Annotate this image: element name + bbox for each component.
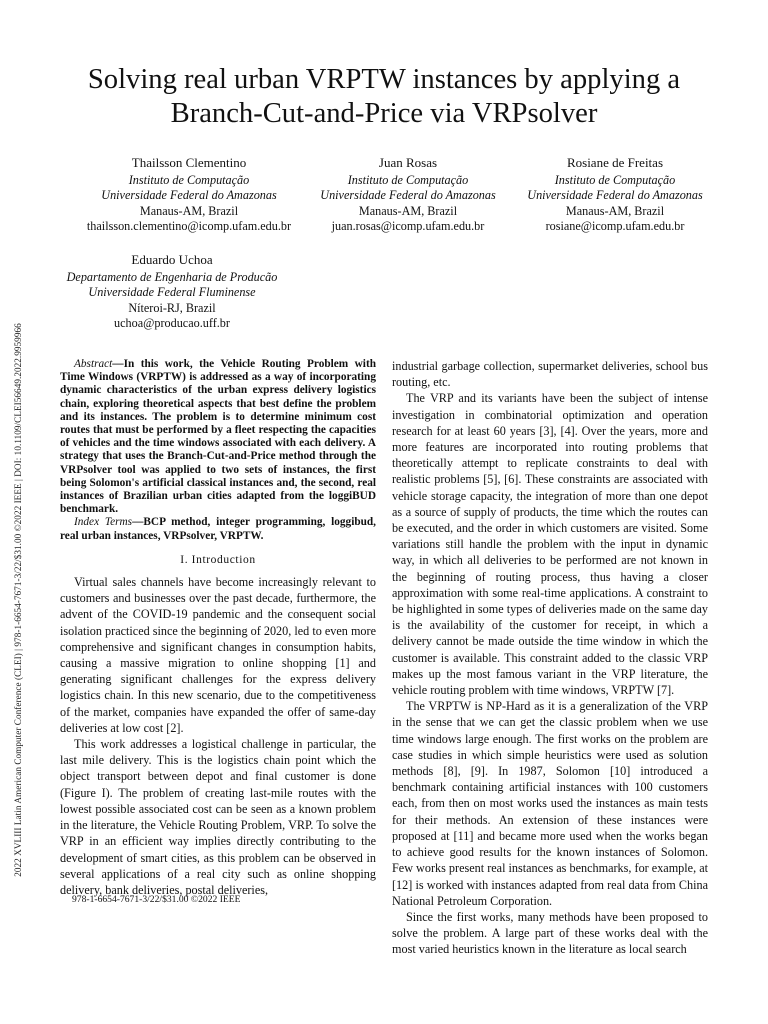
paragraph: industrial garbage collection, supermarket deliveries, school bus routing, etc. — [392, 359, 708, 390]
author-email: uchoa@producao.uff.br — [114, 316, 230, 330]
author-block-1 — [69, 155, 309, 235]
author-dept: Instituto de Computação — [554, 172, 676, 187]
author-city: Manaus-AM, Brazil — [358, 203, 458, 218]
author-inst: Universidade Federal do Amazonas — [527, 188, 703, 202]
author-name: Juan Rosas — [378, 155, 438, 170]
paper-title — [40, 63, 728, 131]
author-city: Manaus-AM, Brazil — [139, 203, 239, 218]
abstract — [60, 358, 376, 543]
index-terms-label: Index Terms — [74, 516, 133, 529]
paragraph: Since the first works, many methods have been proposed to solve the problem. A large part of these works deal with the most varied heuristics known in the literature as local search — [392, 909, 708, 957]
side-metadata — [10, 200, 26, 1000]
author-name: Eduardo Uchoa — [131, 252, 213, 267]
author-inst: Universidade Federal Fluminense — [88, 285, 256, 299]
author-dept: Instituto de Computação — [128, 172, 250, 187]
right-column — [392, 358, 708, 958]
title-line-1: Solving real urban VRPTW instances by applying a — [87, 64, 681, 95]
abstract-paragraph — [60, 358, 376, 516]
author-email: thailsson.clementino@icomp.ufam.edu.br — [86, 219, 292, 233]
author-block-2 — [288, 155, 528, 235]
paragraph: Virtual sales channels have become increasingly relevant to customers and businesses over the past decade, furthermore, the advent of the COVID-19 pandemic and the consequent social isolation practiced since the beginning of 2020, led to even more comprehensive and significant changes in consumption habits, causing a massive migration to online shopping [1] and generating significant challenges for the express delivery logistics chain. In this new scenario, due to the competitiveness of the market, companies have expanded the offer of same-day deliveries at low cost [2]. — [60, 575, 376, 735]
copyright-footnote: 978-1-6654-7671-3/22/$31.00 ©2022 IEEE — [72, 894, 241, 905]
abstract-label: Abstract — [74, 358, 113, 370]
author-inst: Universidade Federal do Amazonas — [101, 188, 277, 202]
author-name: Rosiane de Freitas — [566, 155, 664, 170]
section-heading-introduction: I. Introduction — [180, 553, 256, 566]
author-block-3 — [495, 155, 735, 235]
paragraph: The VRP and its variants have been the subject of intense investigation in combinatorial optimization and operation research for at least 60 years [3], [4]. Over the years, more and more features are incorporated into routing problems that theoretically attempt to replicate constraints to deal with realistic problems [5], [6]. These constraints are associated with vehicle storage capacity, the integration of more than one depot as a source of supply of products, the time which the routes can be executed, and the order in which customers are visited. Some variations still handle the problem with the input in dynamic way, in which all deliveries to be performed are not known in the beginning of routing process, thus having a closer approximation with some real-time applications. A constraint to be highlighted in some types of deliveries made on the same day is the availability of the customer for receipt, in which a delivery cannot be made outside the time window in which the customer is available. This constraint added to the classic VRP makes up the most famous variant in the VRP literature, the vehicle routing problem with time windows, VRPTW [7]. — [392, 391, 708, 698]
side-metadata-text: 2022 XVLIII Latin American Computer Conference (CLEI) | 978-1-6654-7671-3/22/$31.00 ©2022 IEEE | DOI: 10.1109/CLEI56649.2022.9959966 — [13, 323, 23, 877]
left-column — [60, 358, 376, 898]
author-dept: Instituto de Computação — [347, 172, 469, 187]
title-line-2: Branch-Cut-and-Price via VRPsolver — [170, 98, 598, 129]
author-block-4 — [52, 252, 292, 332]
paragraph: This work addresses a logistical challenge in particular, the last mile delivery. This is the logistics chain point which the object transport between depot and final customer is done (Figure I). The problem of creating last-mile routes with the lowest possible associated cost can be seen as a known problem in the literature, the Vehicle Routing Problem, VRP. To solve the VRP in an efficient way implies directly contributing to the development of smart cities, as this problem can be observed in several applications of a real city such as online shopping delivery, bank deliveries, postal deliveries, — [60, 737, 376, 897]
author-email: rosiane@icomp.ufam.edu.br — [545, 219, 685, 233]
author-city: Manaus-AM, Brazil — [565, 203, 665, 218]
paragraph: The VRPTW is NP-Hard as it is a generalization of the VRP in the sense that we can get the classic problem when we use time windows large enough. The first works on the problem are case studies in which simple heuristics were used as solution methods [8], [9]. In 1987, Solomon [10] introduced a benchmark containing artificial instances with 100 customers each, from then on most works used the instances as main tests for their methods. An extension of these instances were proposed at [11] and became more used when the works began to achieve good results for the known instances of Solomon. Few works present real instances as benchmarks, for example, at [12] is worked with instances adapted from real data from China National Petroleum Corporation. — [392, 699, 708, 908]
author-dept: Departamento de Engenharia de Producão — [66, 269, 278, 284]
author-inst: Universidade Federal do Amazonas — [320, 188, 496, 202]
author-email: juan.rosas@icomp.ufam.edu.br — [331, 219, 485, 233]
author-name: Thailsson Clementino — [131, 155, 247, 170]
index-terms-text: —BCP method, integer programming, loggibud, real urban instances, VRPsolver, VRPTW. — [60, 516, 376, 542]
author-city: Níteroi-RJ, Brazil — [128, 300, 216, 315]
abstract-text: —In this work, the Vehicle Routing Problem with Time Windows (VRPTW) is addressed as a way of incorporating dynamic characteristics of the urban express delivery logistics chain, exploring theoretical aspects that best define the problem and its instances. The problem is to determine minimum cost routes that must be performed by a fleet respecting the capacities of vehicles and the time windows associated with each delivery. A strategy that uses the Branch-Cut-and-Price method through the VRPsolver tool was applied to two sets of instances, the first being Solomon's artificial classical instances and, the second, real instances of Brazilian urban cities adapted from the loggiBUD benchmark. — [60, 358, 376, 516]
index-terms-paragraph — [60, 516, 376, 542]
